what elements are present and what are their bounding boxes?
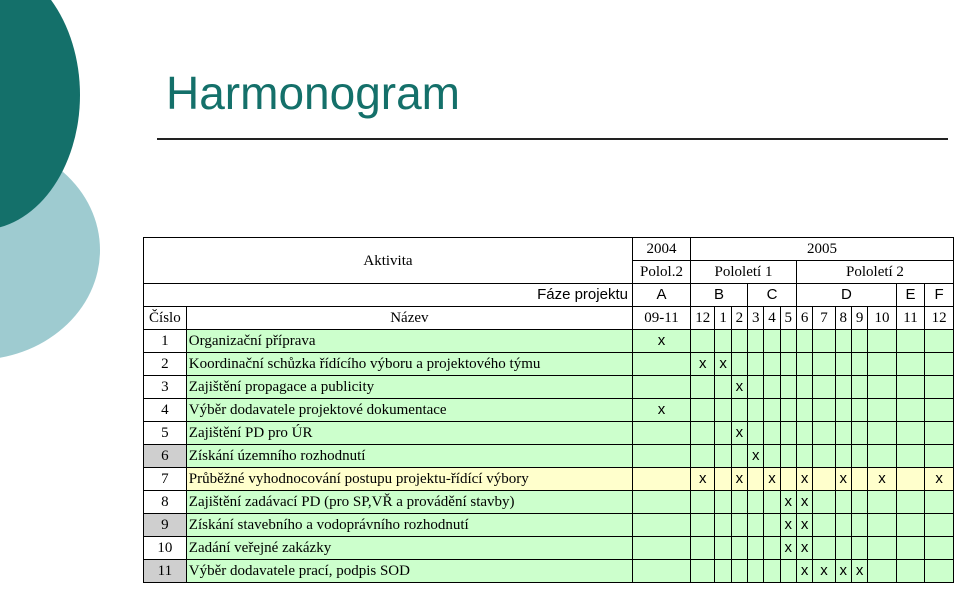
- schedule-cell: [715, 560, 731, 583]
- phase-d: D: [796, 284, 896, 307]
- nazev-header: Název: [186, 307, 632, 330]
- cislo-header: Číslo: [144, 307, 187, 330]
- activity-name: Zajištění propagace a publicity: [186, 376, 632, 399]
- schedule-cell: [851, 514, 867, 537]
- schedule-cell: [731, 330, 747, 353]
- schedule-cell: [764, 353, 780, 376]
- schedule-cell: [896, 330, 925, 353]
- schedule-cell: [896, 376, 925, 399]
- activity-name: Zajištění PD pro ÚR: [186, 422, 632, 445]
- schedule-cell: [925, 445, 954, 468]
- activity-name: Průběžné vyhodnocování postupu projektu-řídící výbory: [186, 468, 632, 491]
- schedule-cell: [851, 422, 867, 445]
- schedule-cell: [632, 376, 690, 399]
- schedule-cell: [691, 330, 715, 353]
- schedule-cell: [715, 445, 731, 468]
- activity-name: Koordinační schůzka řídícího výboru a projektového týmu: [186, 353, 632, 376]
- table-row: [144, 399, 954, 422]
- year-2005-header: 2005: [691, 238, 954, 261]
- month-header: 8: [835, 307, 851, 330]
- schedule-cell: [851, 330, 867, 353]
- schedule-cell: [764, 491, 780, 514]
- schedule-cell: [715, 422, 731, 445]
- schedule-cell: [813, 537, 835, 560]
- month-header: 5: [780, 307, 796, 330]
- schedule-cell: [813, 376, 835, 399]
- schedule-cell: [731, 514, 747, 537]
- pololeti2-header: Pololetí 2: [796, 261, 953, 284]
- schedule-cell: [851, 445, 867, 468]
- schedule-cell: x: [748, 445, 764, 468]
- schedule-cell: [868, 537, 897, 560]
- schedule-cell: x: [796, 537, 812, 560]
- schedule-cell: [851, 468, 867, 491]
- phase-f: F: [925, 284, 954, 307]
- polol2-header: Polol.2: [632, 261, 690, 284]
- schedule-cell: [632, 537, 690, 560]
- title-underline: [157, 138, 948, 140]
- schedule-cell: [813, 468, 835, 491]
- schedule-cell: [851, 399, 867, 422]
- schedule-cell: [868, 491, 897, 514]
- schedule-cell: [691, 537, 715, 560]
- schedule-cell: [896, 560, 925, 583]
- slide-title: Harmonogram: [166, 67, 460, 119]
- schedule-cell: [764, 376, 780, 399]
- schedule-cell: [796, 422, 812, 445]
- schedule-cell: [813, 491, 835, 514]
- schedule-cell: x: [835, 468, 851, 491]
- schedule-cell: [868, 376, 897, 399]
- schedule-cell: [731, 353, 747, 376]
- month-header: 10: [868, 307, 897, 330]
- schedule-cell: [715, 330, 731, 353]
- schedule-cell: [796, 330, 812, 353]
- schedule-cell: [764, 537, 780, 560]
- schedule-cell: [925, 491, 954, 514]
- schedule-cell: x: [632, 330, 690, 353]
- schedule-cell: [896, 514, 925, 537]
- phase-a: A: [632, 284, 690, 307]
- schedule-cell: [835, 353, 851, 376]
- schedule-cell: x: [731, 468, 747, 491]
- schedule-cell: [715, 514, 731, 537]
- schedule-cell: [896, 491, 925, 514]
- schedule-cell: [748, 399, 764, 422]
- schedule-cell: x: [764, 468, 780, 491]
- year-2004-header: 2004: [632, 238, 690, 261]
- phase-c: C: [748, 284, 797, 307]
- row-number: 2: [144, 353, 187, 376]
- schedule-cell: [835, 537, 851, 560]
- schedule-cell: [780, 422, 796, 445]
- schedule-cell: [780, 376, 796, 399]
- schedule-cell: [691, 514, 715, 537]
- schedule-cell: [796, 445, 812, 468]
- schedule-cell: [851, 376, 867, 399]
- schedule-cell: [632, 353, 690, 376]
- schedule-cell: x: [691, 353, 715, 376]
- row-number: 6: [144, 445, 187, 468]
- schedule-cell: [748, 560, 764, 583]
- schedule-cell: [731, 399, 747, 422]
- row-number: 5: [144, 422, 187, 445]
- phase-e: E: [896, 284, 925, 307]
- schedule-cell: [691, 399, 715, 422]
- schedule-cell: x: [796, 491, 812, 514]
- schedule-cell: x: [715, 353, 731, 376]
- schedule-cell: [764, 560, 780, 583]
- schedule-cell: [868, 514, 897, 537]
- table-row: [144, 445, 954, 468]
- row-number: 4: [144, 399, 187, 422]
- activity-name: Výběr dodavatele prací, podpis SOD: [186, 560, 632, 583]
- schedule-cell: [868, 422, 897, 445]
- schedule-cell: [632, 491, 690, 514]
- month-header: 12: [691, 307, 715, 330]
- table-row: [144, 330, 954, 353]
- schedule-cell: [780, 560, 796, 583]
- schedule-cell: x: [796, 514, 812, 537]
- activity-name: Zajištění zadávací PD (pro SP,VŘ a provádění stavby): [186, 491, 632, 514]
- table-row: [144, 537, 954, 560]
- schedule-cell: [925, 514, 954, 537]
- schedule-cell: [780, 353, 796, 376]
- aktivita-header: Aktivita: [144, 238, 633, 284]
- schedule-cell: [764, 422, 780, 445]
- schedule-cell: [896, 537, 925, 560]
- table-row: [144, 514, 954, 537]
- schedule-cell: [813, 399, 835, 422]
- table-row: [144, 376, 954, 399]
- schedule-cell: [748, 537, 764, 560]
- header-row-phase: [144, 284, 954, 307]
- schedule-cell: [764, 399, 780, 422]
- faze-header: Fáze projektu: [144, 284, 633, 307]
- row-number: 3: [144, 376, 187, 399]
- activity-name: Získání stavebního a vodoprávního rozhodnutí: [186, 514, 632, 537]
- schedule-cell: [868, 445, 897, 468]
- month-header: 6: [796, 307, 812, 330]
- month-header: 3: [748, 307, 764, 330]
- schedule-cell: x: [780, 514, 796, 537]
- schedule-cell: [835, 376, 851, 399]
- schedule-cell: [748, 514, 764, 537]
- row-number: 10: [144, 537, 187, 560]
- month-header: 1: [715, 307, 731, 330]
- schedule-cell: [748, 353, 764, 376]
- schedule-cell: [632, 422, 690, 445]
- schedule-cell: [896, 422, 925, 445]
- activity-name: Organizační příprava: [186, 330, 632, 353]
- schedule-cell: x: [731, 422, 747, 445]
- schedule-cell: [632, 445, 690, 468]
- schedule-cell: [925, 353, 954, 376]
- month-header: 09-11: [632, 307, 690, 330]
- month-header: 4: [764, 307, 780, 330]
- schedule-cell: [813, 353, 835, 376]
- schedule-cell: [780, 330, 796, 353]
- row-number: 7: [144, 468, 187, 491]
- schedule-cell: [835, 422, 851, 445]
- schedule-cell: [748, 468, 764, 491]
- schedule-cell: [868, 353, 897, 376]
- pololeti1-header: Pololetí 1: [691, 261, 797, 284]
- table-row: [144, 468, 954, 491]
- schedule-cell: [731, 537, 747, 560]
- schedule-cell: [764, 445, 780, 468]
- row-number: 8: [144, 491, 187, 514]
- schedule-cell: [813, 445, 835, 468]
- schedule-cell: [691, 491, 715, 514]
- schedule-cell: [731, 560, 747, 583]
- table-row: [144, 422, 954, 445]
- schedule-cell: [868, 330, 897, 353]
- schedule-cell: [764, 330, 780, 353]
- schedule-cell: [691, 560, 715, 583]
- phase-b: B: [691, 284, 748, 307]
- schedule-cell: [748, 376, 764, 399]
- schedule-cell: [896, 445, 925, 468]
- schedule-cell: [632, 468, 690, 491]
- activity-name: Zadání veřejné zakázky: [186, 537, 632, 560]
- month-header: 11: [896, 307, 925, 330]
- schedule-cell: [731, 445, 747, 468]
- schedule-cell: [796, 399, 812, 422]
- schedule-cell: [715, 399, 731, 422]
- schedule-cell: [868, 560, 897, 583]
- table-row: [144, 353, 954, 376]
- schedule-cell: [748, 330, 764, 353]
- schedule-cell: x: [925, 468, 954, 491]
- schedule-cell: [780, 445, 796, 468]
- schedule-cell: x: [813, 560, 835, 583]
- schedule-cell: [835, 399, 851, 422]
- schedule-cell: [764, 514, 780, 537]
- month-header: 7: [813, 307, 835, 330]
- schedule-cell: [925, 560, 954, 583]
- schedule-cell: [896, 353, 925, 376]
- month-header: 9: [851, 307, 867, 330]
- schedule-cell: [835, 445, 851, 468]
- schedule-cell: [851, 353, 867, 376]
- schedule-cell: [851, 537, 867, 560]
- schedule-cell: [813, 330, 835, 353]
- schedule-cell: [780, 399, 796, 422]
- schedule-cell: [691, 422, 715, 445]
- table-row: [144, 560, 954, 583]
- schedule-cell: [925, 376, 954, 399]
- header-row-year: [144, 238, 954, 261]
- schedule-cell: [835, 514, 851, 537]
- row-number: 1: [144, 330, 187, 353]
- schedule-cell: [868, 399, 897, 422]
- table-row: [144, 491, 954, 514]
- schedule-cell: x: [868, 468, 897, 491]
- schedule-cell: x: [835, 560, 851, 583]
- month-header: 12: [925, 307, 954, 330]
- schedule-cell: [835, 330, 851, 353]
- header-row-months: [144, 307, 954, 330]
- schedule-cell: x: [851, 560, 867, 583]
- schedule-cell: x: [731, 376, 747, 399]
- schedule-cell: [715, 537, 731, 560]
- schedule-cell: [632, 514, 690, 537]
- schedule-table: [143, 237, 954, 583]
- row-number: 11: [144, 560, 187, 583]
- schedule-cell: [632, 560, 690, 583]
- schedule-cell: x: [796, 560, 812, 583]
- schedule-cell: [780, 468, 796, 491]
- schedule-cell: [691, 445, 715, 468]
- schedule-cell: [925, 537, 954, 560]
- activity-name: Výběr dodavatele projektové dokumentace: [186, 399, 632, 422]
- schedule-cell: [796, 376, 812, 399]
- schedule-cell: [925, 399, 954, 422]
- activity-name: Získání územního rozhodnutí: [186, 445, 632, 468]
- schedule-cell: [731, 491, 747, 514]
- schedule-cell: [896, 399, 925, 422]
- schedule-cell: [925, 330, 954, 353]
- schedule-cell: [748, 491, 764, 514]
- schedule-cell: [813, 422, 835, 445]
- row-number: 9: [144, 514, 187, 537]
- schedule-cell: x: [780, 491, 796, 514]
- schedule-cell: x: [691, 468, 715, 491]
- schedule-cell: x: [632, 399, 690, 422]
- schedule-cell: [691, 376, 715, 399]
- schedule-cell: [715, 376, 731, 399]
- schedule-cell: [925, 422, 954, 445]
- schedule-cell: [748, 422, 764, 445]
- schedule-cell: [851, 491, 867, 514]
- schedule-cell: [813, 514, 835, 537]
- schedule-cell: [896, 468, 925, 491]
- schedule-cell: [715, 468, 731, 491]
- month-header: 2: [731, 307, 747, 330]
- schedule-cell: [835, 491, 851, 514]
- schedule-cell: [796, 353, 812, 376]
- schedule-cell: [715, 491, 731, 514]
- schedule-cell: x: [780, 537, 796, 560]
- schedule-cell: x: [796, 468, 812, 491]
